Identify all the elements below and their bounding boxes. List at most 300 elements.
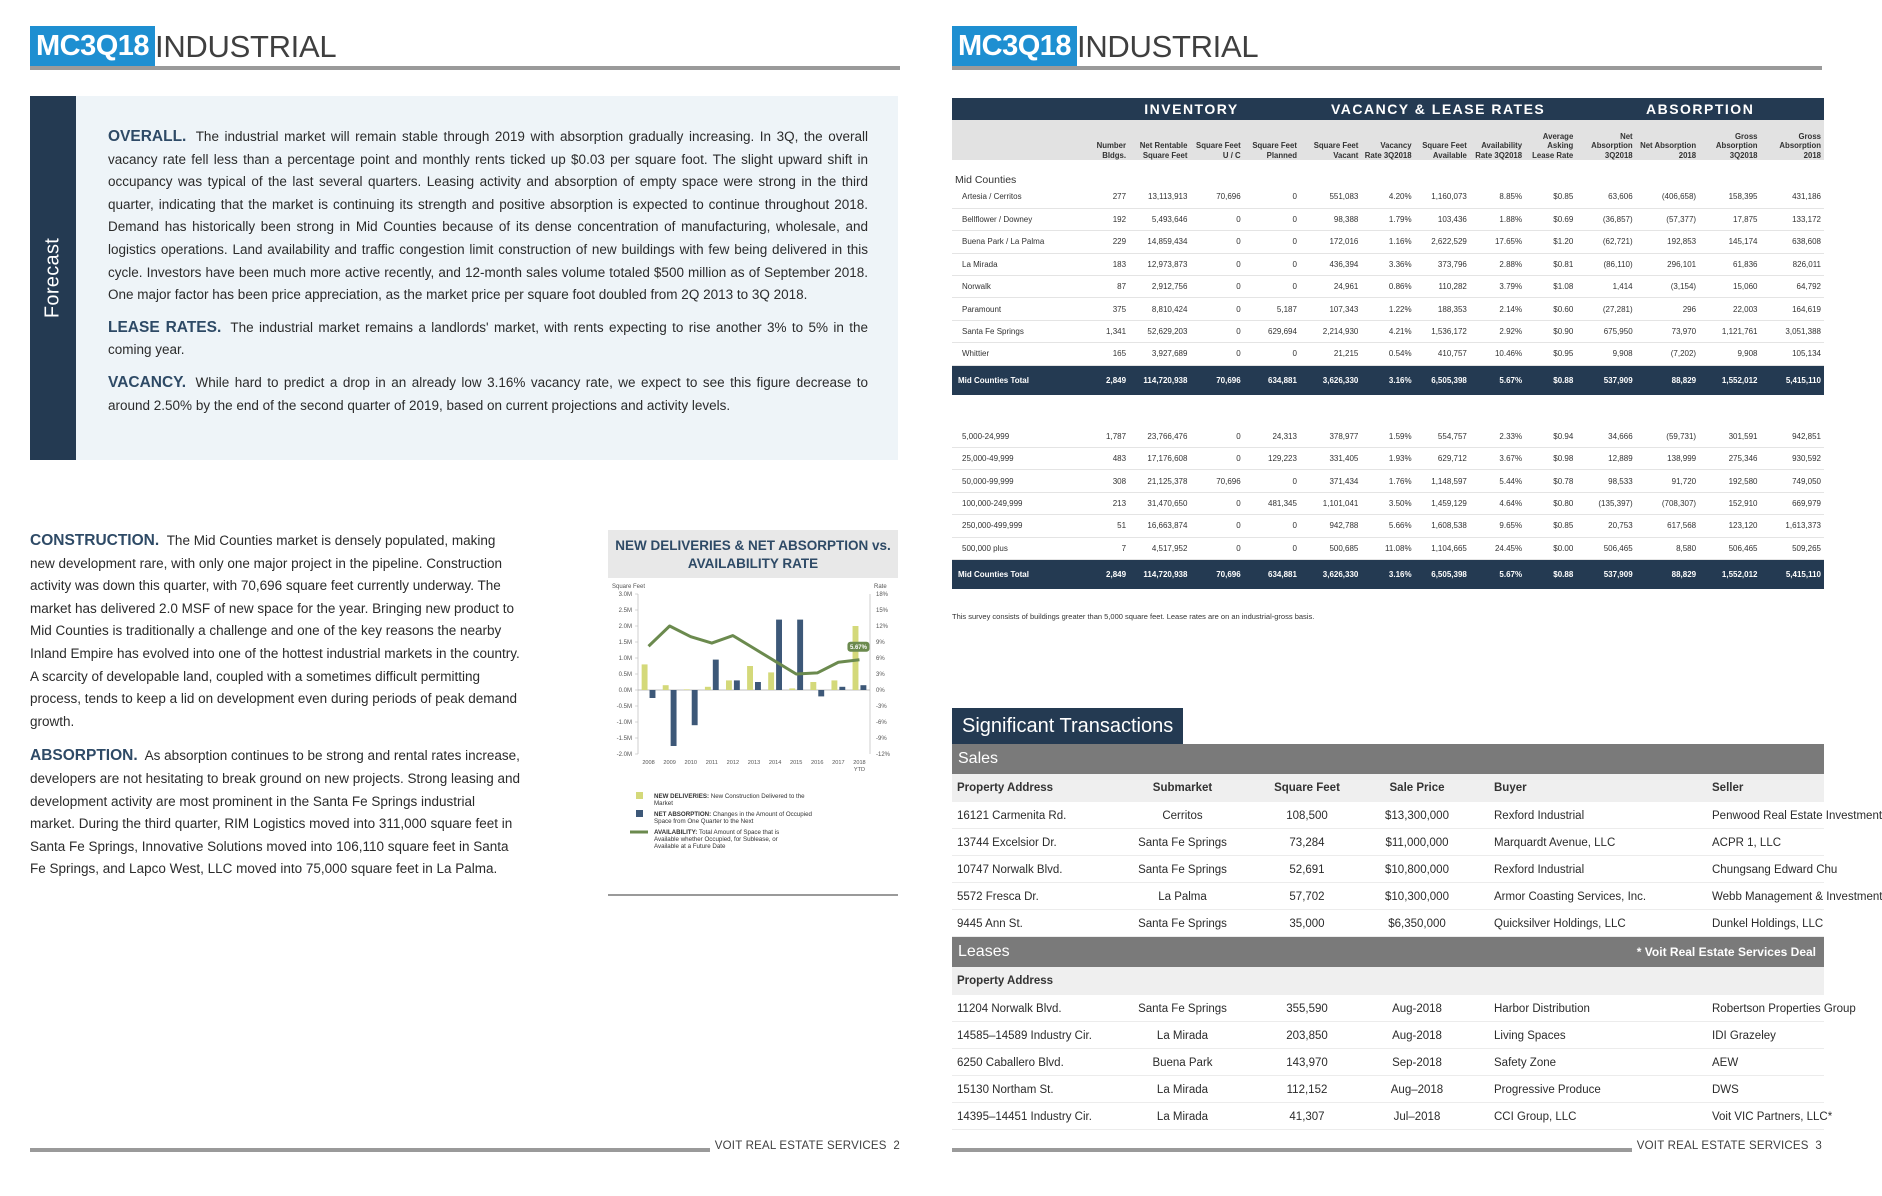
table-row <box>952 208 1824 230</box>
transaction-cell: 13744 Excelsior Dr. <box>957 837 1057 849</box>
table-cell: 164,619 <box>1761 298 1825 320</box>
table-cell: 4.64% <box>1470 492 1525 514</box>
total-cell: 114,720,938 <box>1129 365 1190 395</box>
bar-net-absorption <box>692 690 698 725</box>
table-cell: 5,187 <box>1244 298 1300 320</box>
bar-net-absorption <box>839 687 845 690</box>
transaction-cell: $6,350,000 <box>1388 918 1446 930</box>
transaction-cell: 14395–14451 Industry Cir. <box>957 1111 1092 1123</box>
table-cell: 64,792 <box>1761 276 1825 298</box>
transaction-cell: Cerritos <box>1162 810 1203 822</box>
y-tick-label: 0.0M <box>618 688 632 694</box>
table-cell: 192,853 <box>1636 231 1699 253</box>
table-cell: 509,265 <box>1761 537 1825 559</box>
y2-tick-label: 12% <box>876 624 889 630</box>
table-cell: 20,753 <box>1576 515 1635 537</box>
transaction-cell: 11204 Norwalk Blvd. <box>957 1003 1062 1015</box>
paragraph-text: The industrial market remains a landlords' market, with rents expecting to rise another 3% to 5% in the coming year. <box>108 319 868 358</box>
table-row <box>952 298 1824 320</box>
table-cell: 9,908 <box>1576 343 1635 365</box>
table-cell: 8.85% <box>1470 186 1525 208</box>
table-cell: 277 <box>1083 186 1129 208</box>
table-cell: 192 <box>1083 208 1129 230</box>
column-header: Square Feet Vacant <box>1300 120 1361 160</box>
x-tick-label: 2011 <box>705 760 718 766</box>
transaction-cell: 52,691 <box>1289 864 1325 876</box>
transaction-cell: Progressive Produce <box>1494 1084 1601 1096</box>
table-cell: 1.88% <box>1470 208 1525 230</box>
column-header: Net Absorption 2018 <box>1636 120 1699 160</box>
table-row <box>952 343 1824 365</box>
bar-net-absorption <box>860 685 866 690</box>
bar-net-absorption <box>797 620 803 690</box>
y-tick-label: 2.0M <box>618 624 632 630</box>
x-tick-label: 2013 <box>747 760 761 766</box>
total-cell: 3.16% <box>1361 559 1414 589</box>
table-cell: 2.14% <box>1470 298 1525 320</box>
table-row <box>952 448 1824 470</box>
paragraph-text: While hard to predict a drop in an already low 3.16% vacancy rate, we expect to see this figure decrease to around 2.50% by the end of the second quarter of 2019, based on current projections and activity levels. <box>108 374 868 413</box>
transaction-cell: 16121 Carmenita Rd. <box>957 810 1067 822</box>
total-cell: 114,720,938 <box>1129 559 1190 589</box>
table-cell: 87 <box>1083 276 1129 298</box>
table-cell: (3,154) <box>1636 276 1699 298</box>
transaction-row <box>952 802 1882 829</box>
footer-rule <box>30 1148 710 1152</box>
table-cell: $0.95 <box>1525 343 1576 365</box>
bar-new-deliveries <box>789 688 795 690</box>
bar-net-absorption <box>713 660 719 690</box>
group-header: VACANCY & LEASE RATES <box>1300 98 1576 120</box>
sales-label: Sales <box>958 750 999 767</box>
table-cell: 0 <box>1244 343 1300 365</box>
table-cell: 2,912,756 <box>1129 276 1190 298</box>
table-cell: 25,000-49,999 <box>952 448 1083 470</box>
bar-net-absorption <box>650 690 656 698</box>
table-cell: 15,060 <box>1699 276 1760 298</box>
table-cell: 296,101 <box>1636 253 1699 275</box>
transaction-cell: Safety Zone <box>1494 1057 1557 1069</box>
page-title: INDUSTRIAL <box>1077 29 1259 64</box>
page-title: INDUSTRIAL <box>155 29 337 64</box>
x-tick-label: 2015 <box>789 760 803 766</box>
table-cell: 0 <box>1190 276 1243 298</box>
group-header: ABSORPTION <box>1576 98 1824 120</box>
table-cell: 0 <box>1244 276 1300 298</box>
table-cell: 24.45% <box>1470 537 1525 559</box>
transaction-cell: Robertson Properties Group <box>1712 1003 1856 1015</box>
table-cell: 183 <box>1083 253 1129 275</box>
table-cell: 3,927,689 <box>1129 343 1190 365</box>
x-tick-label: 2008 <box>642 760 655 766</box>
table-cell: 5,493,646 <box>1129 208 1190 230</box>
group-header: INVENTORY <box>1083 98 1300 120</box>
total-cell: 88,829 <box>1636 559 1699 589</box>
table-cell: $0.94 <box>1525 425 1576 447</box>
transaction-cell: Aug–2018 <box>1390 1084 1444 1096</box>
group-spacer <box>952 98 1083 120</box>
bar-new-deliveries <box>831 680 837 690</box>
table-cell: 1,787 <box>1083 425 1129 447</box>
paragraph-lead: VACANCY. <box>108 373 187 391</box>
table-cell: 0 <box>1244 186 1300 208</box>
legend-entry-continued: Available whether Occupied, for Sublease, or <box>654 836 778 843</box>
table-cell: 942,788 <box>1300 515 1361 537</box>
table-row <box>952 231 1824 253</box>
table-cell: 2.88% <box>1470 253 1525 275</box>
table-cell: $0.85 <box>1525 515 1576 537</box>
transaction-cell: AEW <box>1712 1057 1739 1069</box>
table-cell: 0 <box>1190 208 1243 230</box>
table-row <box>952 186 1824 208</box>
y2-tick-label: -3% <box>876 704 887 710</box>
col-header: Seller <box>1712 782 1744 794</box>
table-cell: $0.90 <box>1525 320 1576 342</box>
transaction-cell: Jul–2018 <box>1393 1111 1441 1123</box>
col-header: Submarket <box>1152 782 1213 794</box>
transaction-cell: Harbor Distribution <box>1494 1003 1590 1015</box>
transaction-row <box>952 910 1824 937</box>
y-tick-label: -1.0M <box>616 720 632 726</box>
table-cell: Norwalk <box>952 276 1083 298</box>
table-cell: 70,696 <box>1190 186 1243 208</box>
total-cell: 2,849 <box>1083 365 1129 395</box>
chart-svg <box>608 578 898 894</box>
total-cell: 3,626,330 <box>1300 559 1361 589</box>
table-cell: 0 <box>1190 492 1243 514</box>
table-cell: 100,000-249,999 <box>952 492 1083 514</box>
table-cell: 1,608,538 <box>1415 515 1470 537</box>
table-cell: 0 <box>1190 253 1243 275</box>
table-cell: 1,613,373 <box>1761 515 1825 537</box>
transaction-row <box>952 829 1824 856</box>
table-cell: (406,658) <box>1636 186 1699 208</box>
total-cell: 634,881 <box>1244 365 1300 395</box>
table-cell: 0 <box>1190 425 1243 447</box>
paragraph-lead: LEASE RATES. <box>108 318 222 336</box>
transaction-cell: 143,970 <box>1286 1057 1328 1069</box>
table-cell: 1,414 <box>1576 276 1635 298</box>
legend-swatch <box>636 810 643 817</box>
table-cell: 9,908 <box>1699 343 1760 365</box>
transaction-row <box>952 883 1882 910</box>
total-cell: 70,696 <box>1190 365 1243 395</box>
page-header <box>952 26 1822 70</box>
y-tick-label: -0.5M <box>616 704 632 710</box>
table-cell: Buena Park / La Palma <box>952 231 1083 253</box>
table-cell: 375 <box>1083 298 1129 320</box>
statistics-table <box>952 98 1824 589</box>
col-header: Property Address <box>957 975 1054 987</box>
transaction-cell: Buena Park <box>1152 1057 1213 1069</box>
leases-note: * Voit Real Estate Services Deal <box>1636 945 1816 959</box>
total-cell: 3.16% <box>1361 365 1414 395</box>
transaction-cell: Santa Fe Springs <box>1138 1003 1227 1015</box>
transaction-cell: 9445 Ann St. <box>957 918 1023 930</box>
bar-net-absorption <box>818 690 824 696</box>
annotation-label: 5.67% <box>849 644 867 651</box>
table-cell: 51 <box>1083 515 1129 537</box>
transaction-cell: CCI Group, LLC <box>1494 1111 1577 1123</box>
legend-entry: NEW DELIVERIES: New Construction Delivered to the <box>654 793 805 800</box>
x-tick-label: 2010 <box>684 760 697 766</box>
table-cell: 296 <box>1636 298 1699 320</box>
y2-tick-label: 0% <box>876 688 885 694</box>
table-cell: 554,757 <box>1415 425 1470 447</box>
table-cell: (135,397) <box>1576 492 1635 514</box>
x-tick-label: 2014 <box>768 760 782 766</box>
transaction-cell: 108,500 <box>1286 810 1328 822</box>
y2-tick-label: -9% <box>876 736 887 742</box>
transaction-cell: Armor Coasting Services, Inc. <box>1494 891 1647 903</box>
col-header: Sale Price <box>1389 782 1445 794</box>
table-cell: 3,051,388 <box>1761 320 1825 342</box>
column-header: Net Absorption 3Q2018 <box>1576 120 1635 160</box>
table-cell: 1,341 <box>1083 320 1129 342</box>
table-cell: 1,459,129 <box>1415 492 1470 514</box>
x-tick-label: 2016 <box>811 760 824 766</box>
table-cell: 373,796 <box>1415 253 1470 275</box>
transaction-cell: ACPR 1, LLC <box>1712 837 1782 849</box>
table-cell: 0 <box>1190 537 1243 559</box>
bar-net-absorption <box>734 680 740 690</box>
legend-entry: NET ABSORPTION: Changes in the Amount of Occupied <box>654 811 812 818</box>
table-cell: 11.08% <box>1361 537 1414 559</box>
table-cell: $0.69 <box>1525 208 1576 230</box>
table-cell: 107,343 <box>1300 298 1361 320</box>
transaction-row <box>952 995 1856 1022</box>
table-cell: Artesia / Cerritos <box>952 186 1083 208</box>
body-paragraph <box>30 530 522 733</box>
table-cell: (7,202) <box>1636 343 1699 365</box>
forecast-paragraph <box>108 372 868 417</box>
footer-rule <box>952 1148 1632 1152</box>
table-cell: 410,757 <box>1415 343 1470 365</box>
table-cell: 675,950 <box>1576 320 1635 342</box>
table-cell: 301,591 <box>1699 425 1760 447</box>
report-badge: MC3Q18 <box>30 26 155 66</box>
table-cell: Bellflower / Downey <box>952 208 1083 230</box>
table-cell: 0 <box>1244 537 1300 559</box>
table-cell: 1.76% <box>1361 470 1414 492</box>
sales-rows <box>952 802 1882 937</box>
leases-header-row <box>952 967 1824 995</box>
total-cell: 537,909 <box>1576 559 1635 589</box>
table-cell: $0.60 <box>1525 298 1576 320</box>
total-cell: 70,696 <box>1190 559 1243 589</box>
table-cell: 1,536,172 <box>1415 320 1470 342</box>
table-cell: 98,533 <box>1576 470 1635 492</box>
y-tick-label: 3.0M <box>618 592 632 598</box>
table-cell: 24,961 <box>1300 276 1361 298</box>
left-page <box>0 0 926 1196</box>
table-cell: 629,712 <box>1415 448 1470 470</box>
table-cell: 506,465 <box>1699 537 1760 559</box>
transaction-cell: Rexford Industrial <box>1494 864 1585 876</box>
table-cell: 229 <box>1083 231 1129 253</box>
bar-new-deliveries <box>663 685 669 690</box>
column-header: Vacancy Rate 3Q2018 <box>1361 120 1414 160</box>
y2-tick-label: 9% <box>876 640 885 646</box>
total-cell: $0.88 <box>1525 365 1576 395</box>
leases-label: Leases <box>958 943 1010 960</box>
table-cell: 0.54% <box>1361 343 1414 365</box>
table-cell: 21,215 <box>1300 343 1361 365</box>
footer-brand: VOIT REAL ESTATE SERVICES <box>1636 1140 1809 1152</box>
report-badge: MC3Q18 <box>952 26 1077 66</box>
transaction-cell: Rexford Industrial <box>1494 810 1585 822</box>
col-header: Square Feet <box>1274 782 1340 794</box>
bar-new-deliveries <box>684 689 690 690</box>
table-cell: 133,172 <box>1761 208 1825 230</box>
bar-new-deliveries <box>642 664 648 690</box>
transaction-cell: 6250 Caballero Blvd. <box>957 1057 1064 1069</box>
table-cell: 826,011 <box>1761 253 1825 275</box>
table-cell: 145,174 <box>1699 231 1760 253</box>
transaction-cell: DWS <box>1712 1084 1739 1096</box>
total-cell: 6,505,398 <box>1415 365 1470 395</box>
transaction-cell: Living Spaces <box>1494 1030 1566 1042</box>
table-cell: 506,465 <box>1576 537 1635 559</box>
table-cell: 250,000-499,999 <box>952 515 1083 537</box>
table-cell: 91,720 <box>1636 470 1699 492</box>
page-number: 3 <box>1815 1140 1822 1152</box>
table-cell: 5.44% <box>1470 470 1525 492</box>
table-cell: $0.98 <box>1525 448 1576 470</box>
page-footer <box>30 1140 900 1160</box>
total-cell: 5.67% <box>1470 365 1525 395</box>
table-cell: $1.08 <box>1525 276 1576 298</box>
column-header: Square Feet U / C <box>1190 120 1243 160</box>
table-cell: 1.93% <box>1361 448 1414 470</box>
transaction-cell: Marquardt Avenue, LLC <box>1494 837 1616 849</box>
transaction-cell: Santa Fe Springs <box>1138 918 1227 930</box>
table-cell: 17,875 <box>1699 208 1760 230</box>
table-cell: (57,377) <box>1636 208 1699 230</box>
table-cell: (59,731) <box>1636 425 1699 447</box>
table-note: This survey consists of buildings greater than 5,000 square feet. Lease rates are on an industrial-gross basis. <box>952 612 1315 621</box>
table-cell: 129,223 <box>1244 448 1300 470</box>
bar-new-deliveries <box>747 666 753 690</box>
table-row <box>952 537 1824 559</box>
body-paragraph <box>30 745 522 881</box>
table-row <box>952 515 1824 537</box>
paragraph-text: The Mid Counties market is densely populated, making new development rare, with only one major project in the pipeline. Construction activity was down this quarter, with 70,696 square feet currently underway. The market has delivered 2.0 MSF of new space for the year. Bringing new product to Mid Counties is traditionally a challenge and one of the key reasons the nearby Inland Empire has evolved into one of the hottest industrial markets in the country. A scarcity of developable land, coupled with a sometimes difficult permitting process, tends to keep a lid on development even during periods of peak demand growth. <box>30 533 520 729</box>
legend-entry-continued: Available at a Future Date <box>654 843 726 850</box>
total-cell: 537,909 <box>1576 365 1635 395</box>
bar-new-deliveries <box>726 680 732 690</box>
table-cell: 0 <box>1190 515 1243 537</box>
table-cell: 16,663,874 <box>1129 515 1190 537</box>
total-cell: Mid Counties Total <box>952 559 1083 589</box>
y-tick-label: 2.5M <box>618 608 632 614</box>
transaction-cell: Quicksilver Holdings, LLC <box>1494 918 1626 930</box>
bar-net-absorption <box>755 682 761 690</box>
table-row <box>952 320 1824 342</box>
table-cell: 0 <box>1190 298 1243 320</box>
table-row <box>952 425 1824 447</box>
table-cell: 308 <box>1083 470 1129 492</box>
table-cell: $0.81 <box>1525 253 1576 275</box>
transaction-cell: Aug-2018 <box>1392 1030 1442 1042</box>
gap-cell <box>952 395 1824 425</box>
table-gap <box>952 395 1824 425</box>
table-cell: 31,470,650 <box>1129 492 1190 514</box>
column-header: Square Feet Available <box>1415 120 1470 160</box>
transaction-cell: 14585–14589 Industry Cir. <box>957 1030 1092 1042</box>
table-cell: 0 <box>1190 320 1243 342</box>
transaction-cell: $11,000,000 <box>1385 837 1449 849</box>
table-cell: 1.79% <box>1361 208 1414 230</box>
table-cell: 34,666 <box>1576 425 1635 447</box>
table-cell: 1.22% <box>1361 298 1414 320</box>
table-cell: 103,436 <box>1415 208 1470 230</box>
transaction-cell: 57,702 <box>1289 891 1325 903</box>
leases-bar <box>952 937 1824 967</box>
table-cell: 1,104,665 <box>1415 537 1470 559</box>
transaction-cell: La Mirada <box>1156 1111 1209 1123</box>
table-cell: 110,282 <box>1415 276 1470 298</box>
table-cell: 0 <box>1244 208 1300 230</box>
transaction-row <box>952 1076 1824 1103</box>
table-cell: 5.66% <box>1361 515 1414 537</box>
transaction-cell: La Palma <box>1158 891 1207 903</box>
table-cell: 138,999 <box>1636 448 1699 470</box>
bar-net-absorption <box>671 690 677 746</box>
table-cell: 12,973,873 <box>1129 253 1190 275</box>
y-tick-label: 0.5M <box>618 672 632 678</box>
table-cell: 152,910 <box>1699 492 1760 514</box>
table-cell: 551,083 <box>1300 186 1361 208</box>
table-cell: 10.46% <box>1470 343 1525 365</box>
total-cell: 88,829 <box>1636 365 1699 395</box>
table-cell: (36,857) <box>1576 208 1635 230</box>
transaction-cell: 15130 Northam St. <box>957 1084 1054 1096</box>
y-tick-label: -2.0M <box>616 752 632 758</box>
leases-rows <box>952 995 1856 1130</box>
y-tick-label: -1.5M <box>616 736 632 742</box>
table-cell: 0 <box>1244 515 1300 537</box>
paragraph-text: The industrial market will remain stable through 2019 with absorption gradually increasing. In 3Q, the overall vacancy rate fell less than a percentage point and monthly rents ticked up $0.03 per square foot. The slight upward shift in occupancy was typical of the last several quarters. Leasing activity and absorption of empty space were strong in the third quarter, indicating that the market is continuing its strength and positive absorption is expected to continue throughout 2018. Demand has historically been strong in Mid Counties because of its dense concentration of manufacturing, wholesale, and logistics operations. Land availability and traffic congestion limit construction of new buildings with few being delivered in this cycle. Investors have been much more active recently, and 12-month sales volume totaled $500 million as of September 2018. One major factor has been price appreciation, as the market price per square foot doubled from 2Q 2013 to 3Q 2018. <box>108 129 868 303</box>
table-cell: 0 <box>1244 253 1300 275</box>
table-cell: 1,148,597 <box>1415 470 1470 492</box>
forecast-text <box>108 126 868 427</box>
significant-transactions <box>952 708 1882 1130</box>
transaction-cell: 5572 Fresca Dr. <box>957 891 1039 903</box>
transaction-cell: 41,307 <box>1289 1111 1325 1123</box>
table-cell: 4,517,952 <box>1129 537 1190 559</box>
transaction-cell: Sep-2018 <box>1392 1057 1442 1069</box>
table-cell: Paramount <box>952 298 1083 320</box>
section-label: Mid Counties <box>955 174 1017 186</box>
bar-net-absorption <box>776 620 782 690</box>
paragraph-text: As absorption continues to be strong and rental rates increase, developers are not hesitating to break ground on new projects. Strong leasing and development activity are most prominent in the Santa Fe Springs industrial market. During the third quarter, RIM Logistics moved into 311,000 square feet in Santa Fe Springs, Innovative Solutions moved into 106,110 square feet in Santa Fe Springs, and Lapco West, LLC moved into 75,000 square feet in La Palma. <box>30 748 521 877</box>
x-tick-label: 2012 <box>726 760 740 766</box>
table-cell: 942,851 <box>1761 425 1825 447</box>
total-cell: 5,415,110 <box>1761 365 1825 395</box>
total-cell: 1,552,012 <box>1699 559 1760 589</box>
table-cell: 22,003 <box>1699 298 1760 320</box>
column-header: Availability Rate 3Q2018 <box>1470 120 1525 160</box>
footer-text <box>715 1140 900 1152</box>
forecast-paragraph <box>108 126 868 307</box>
table-row <box>952 470 1824 492</box>
transaction-cell: La Mirada <box>1156 1084 1209 1096</box>
column-header-row <box>952 120 1824 160</box>
total-cell: Mid Counties Total <box>952 365 1083 395</box>
table-cell: 1.16% <box>1361 231 1414 253</box>
legend-entry-continued: Market <box>654 800 673 807</box>
